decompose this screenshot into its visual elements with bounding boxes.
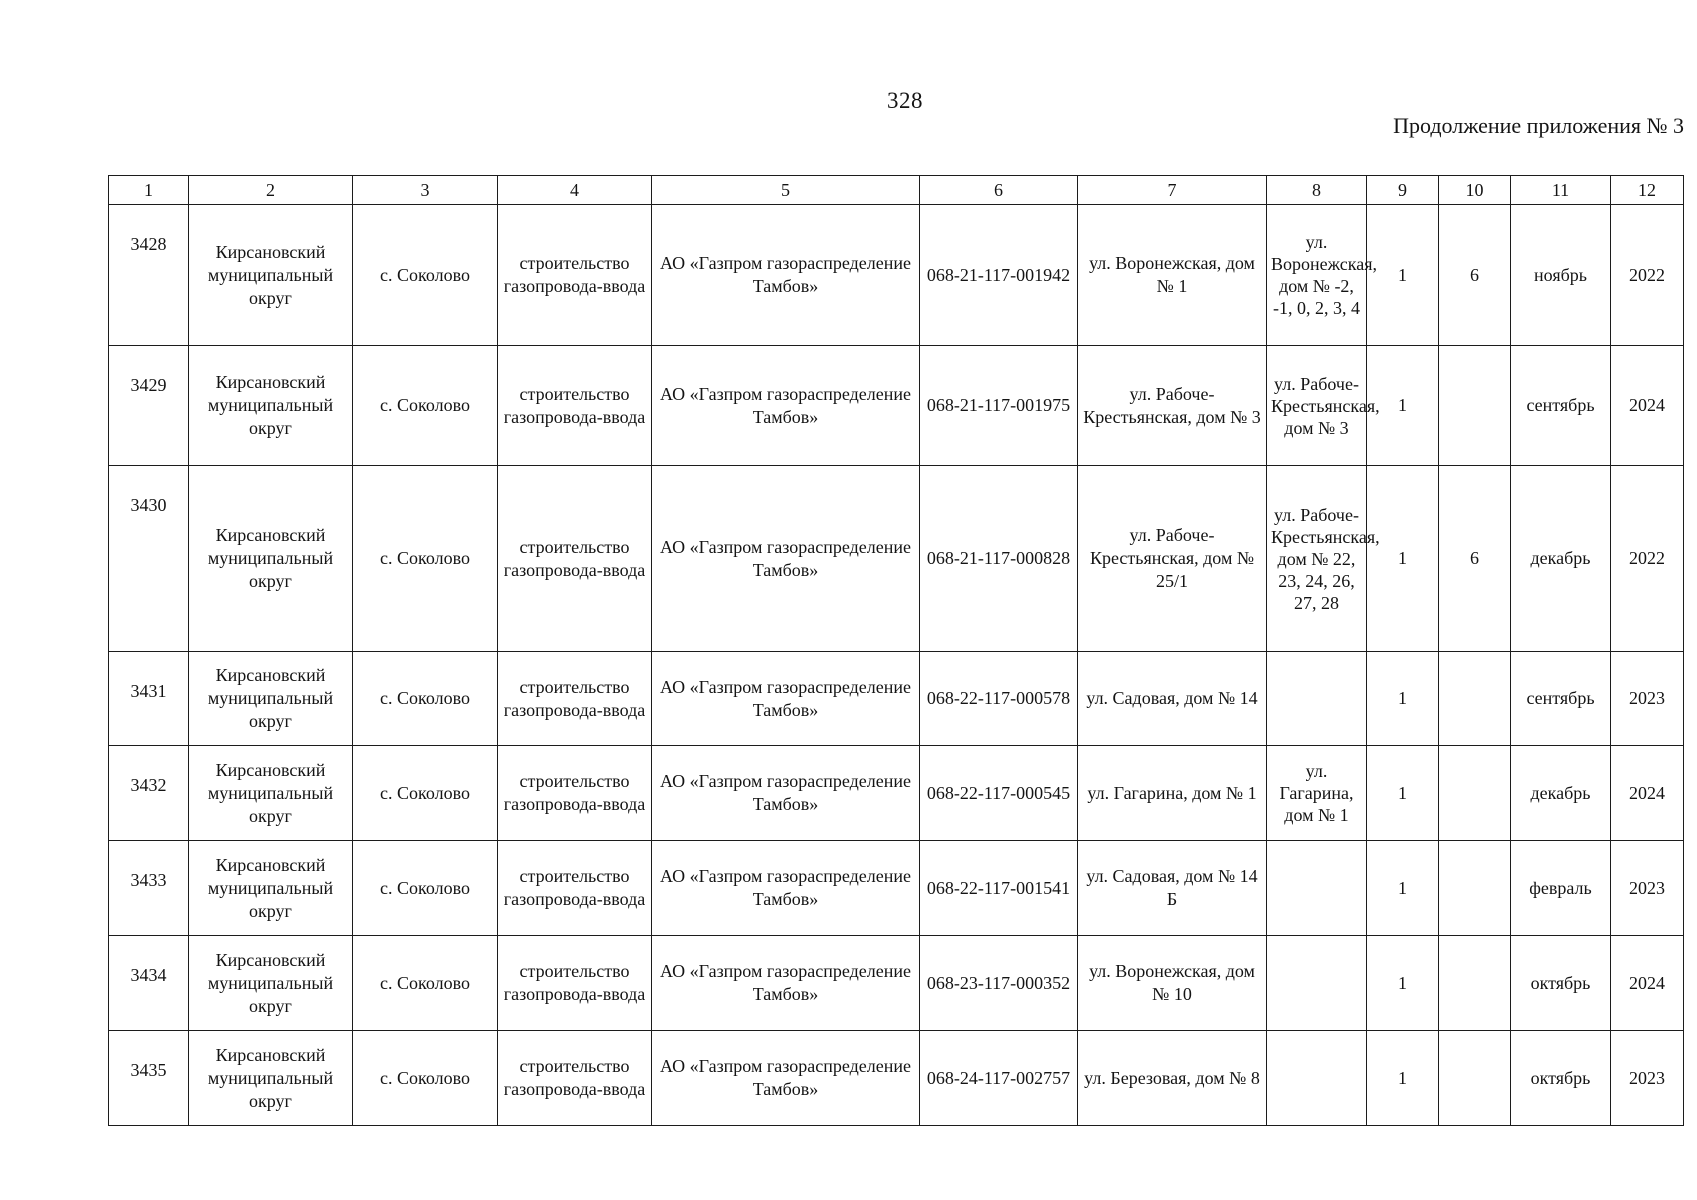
- header-row: [109, 176, 1684, 205]
- organization: АО «Газпром газораспределение Тамбов»: [652, 205, 920, 346]
- municipality: Кирсановский муниципальный округ: [189, 652, 353, 746]
- application-number: 068-23-117-000352: [920, 936, 1078, 1031]
- year: 2023: [1611, 652, 1684, 746]
- column-header: 5: [652, 176, 920, 205]
- page-number: 328: [887, 88, 923, 113]
- table-row: [109, 841, 1684, 936]
- row-number: 3428: [109, 205, 189, 346]
- column-header: 3: [353, 176, 498, 205]
- month: декабрь: [1511, 466, 1611, 652]
- municipality: Кирсановский муниципальный округ: [189, 936, 353, 1031]
- application-number: 068-21-117-001975: [920, 346, 1078, 466]
- column-10-value: 6: [1439, 205, 1511, 346]
- column-9-value: 1: [1367, 205, 1439, 346]
- column-9-value: 1: [1367, 841, 1439, 936]
- column-10-value: [1439, 652, 1511, 746]
- appendix-continuation-title: Продолжение приложения № 3: [1393, 113, 1684, 138]
- column-10-value: 6: [1439, 466, 1511, 652]
- month: ноябрь: [1511, 205, 1611, 346]
- year: 2024: [1611, 936, 1684, 1031]
- year: 2024: [1611, 746, 1684, 841]
- address: ул. Рабоче-Крестьянская, дом № 25/1: [1078, 466, 1267, 652]
- application-number: 068-22-117-001541: [920, 841, 1078, 936]
- municipality: Кирсановский муниципальный округ: [189, 1031, 353, 1126]
- connected-addresses: [1267, 1031, 1367, 1126]
- table-row: [109, 1031, 1684, 1126]
- settlement: с. Соколово: [353, 205, 498, 346]
- year: 2024: [1611, 346, 1684, 466]
- column-9-value: 1: [1367, 466, 1439, 652]
- row-number: 3432: [109, 746, 189, 841]
- column-header: 12: [1611, 176, 1684, 205]
- row-number: 3434: [109, 936, 189, 1031]
- year: 2022: [1611, 205, 1684, 346]
- row-number: 3435: [109, 1031, 189, 1126]
- column-10-value: [1439, 746, 1511, 841]
- column-header: 11: [1511, 176, 1611, 205]
- settlement: с. Соколово: [353, 746, 498, 841]
- organization: АО «Газпром газораспределение Тамбов»: [652, 1031, 920, 1126]
- organization: АО «Газпром газораспределение Тамбов»: [652, 746, 920, 841]
- connected-addresses: ул. Рабоче-Крестьянская, дом № 3: [1267, 346, 1367, 466]
- connected-addresses: ул. Воронежская, дом № -2, -1, 0, 2, 3, 4: [1267, 205, 1367, 346]
- row-number: 3429: [109, 346, 189, 466]
- table-row: [109, 346, 1684, 466]
- work-type: строительство газопровода-ввода: [498, 746, 652, 841]
- address: ул. Березовая, дом № 8: [1078, 1031, 1267, 1126]
- column-header: 6: [920, 176, 1078, 205]
- organization: АО «Газпром газораспределение Тамбов»: [652, 652, 920, 746]
- address: ул. Воронежская, дом № 1: [1078, 205, 1267, 346]
- application-number: 068-22-117-000578: [920, 652, 1078, 746]
- work-type: строительство газопровода-ввода: [498, 936, 652, 1031]
- table-row: [109, 936, 1684, 1031]
- column-header: 4: [498, 176, 652, 205]
- organization: АО «Газпром газораспределение Тамбов»: [652, 841, 920, 936]
- month: октябрь: [1511, 1031, 1611, 1126]
- application-number: 068-22-117-000545: [920, 746, 1078, 841]
- settlement: с. Соколово: [353, 652, 498, 746]
- connected-addresses: [1267, 841, 1367, 936]
- row-number: 3433: [109, 841, 189, 936]
- month: октябрь: [1511, 936, 1611, 1031]
- column-header: 9: [1367, 176, 1439, 205]
- column-9-value: 1: [1367, 652, 1439, 746]
- municipality: Кирсановский муниципальный округ: [189, 205, 353, 346]
- address: ул. Гагарина, дом № 1: [1078, 746, 1267, 841]
- column-header: 1: [109, 176, 189, 205]
- column-10-value: [1439, 936, 1511, 1031]
- settlement: с. Соколово: [353, 1031, 498, 1126]
- address: ул. Садовая, дом № 14 Б: [1078, 841, 1267, 936]
- municipality: Кирсановский муниципальный округ: [189, 746, 353, 841]
- year: 2022: [1611, 466, 1684, 652]
- month: декабрь: [1511, 746, 1611, 841]
- work-type: строительство газопровода-ввода: [498, 346, 652, 466]
- settlement: с. Соколово: [353, 466, 498, 652]
- address: ул. Воронежская, дом № 10: [1078, 936, 1267, 1031]
- work-type: строительство газопровода-ввода: [498, 1031, 652, 1126]
- organization: АО «Газпром газораспределение Тамбов»: [652, 936, 920, 1031]
- row-number: 3430: [109, 466, 189, 652]
- registry-table: [108, 175, 1684, 1126]
- column-header: 10: [1439, 176, 1511, 205]
- settlement: с. Соколово: [353, 936, 498, 1031]
- column-10-value: [1439, 841, 1511, 936]
- column-9-value: 1: [1367, 346, 1439, 466]
- table-row: [109, 466, 1684, 652]
- work-type: строительство газопровода-ввода: [498, 205, 652, 346]
- month: сентябрь: [1511, 346, 1611, 466]
- municipality: Кирсановский муниципальный округ: [189, 466, 353, 652]
- connected-addresses: [1267, 936, 1367, 1031]
- year: 2023: [1611, 1031, 1684, 1126]
- settlement: с. Соколово: [353, 346, 498, 466]
- connected-addresses: ул. Гагарина, дом № 1: [1267, 746, 1367, 841]
- column-9-value: 1: [1367, 746, 1439, 841]
- organization: АО «Газпром газораспределение Тамбов»: [652, 466, 920, 652]
- table-row: [109, 746, 1684, 841]
- connected-addresses: ул. Рабоче-Крестьянская, дом № 22, 23, 24, 26, 27, 28: [1267, 466, 1367, 652]
- column-9-value: 1: [1367, 936, 1439, 1031]
- column-9-value: 1: [1367, 1031, 1439, 1126]
- work-type: строительство газопровода-ввода: [498, 652, 652, 746]
- month: сентябрь: [1511, 652, 1611, 746]
- application-number: 068-21-117-001942: [920, 205, 1078, 346]
- column-header: 2: [189, 176, 353, 205]
- application-number: 068-21-117-000828: [920, 466, 1078, 652]
- column-10-value: [1439, 1031, 1511, 1126]
- address: ул. Садовая, дом № 14: [1078, 652, 1267, 746]
- application-number: 068-24-117-002757: [920, 1031, 1078, 1126]
- municipality: Кирсановский муниципальный округ: [189, 841, 353, 936]
- organization: АО «Газпром газораспределение Тамбов»: [652, 346, 920, 466]
- work-type: строительство газопровода-ввода: [498, 841, 652, 936]
- column-header: 7: [1078, 176, 1267, 205]
- work-type: строительство газопровода-ввода: [498, 466, 652, 652]
- table-row: [109, 652, 1684, 746]
- month: февраль: [1511, 841, 1611, 936]
- year: 2023: [1611, 841, 1684, 936]
- row-number: 3431: [109, 652, 189, 746]
- table-row: [109, 205, 1684, 346]
- column-10-value: [1439, 346, 1511, 466]
- connected-addresses: [1267, 652, 1367, 746]
- municipality: Кирсановский муниципальный округ: [189, 346, 353, 466]
- settlement: с. Соколово: [353, 841, 498, 936]
- column-header: 8: [1267, 176, 1367, 205]
- address: ул. Рабоче-Крестьянская, дом № 3: [1078, 346, 1267, 466]
